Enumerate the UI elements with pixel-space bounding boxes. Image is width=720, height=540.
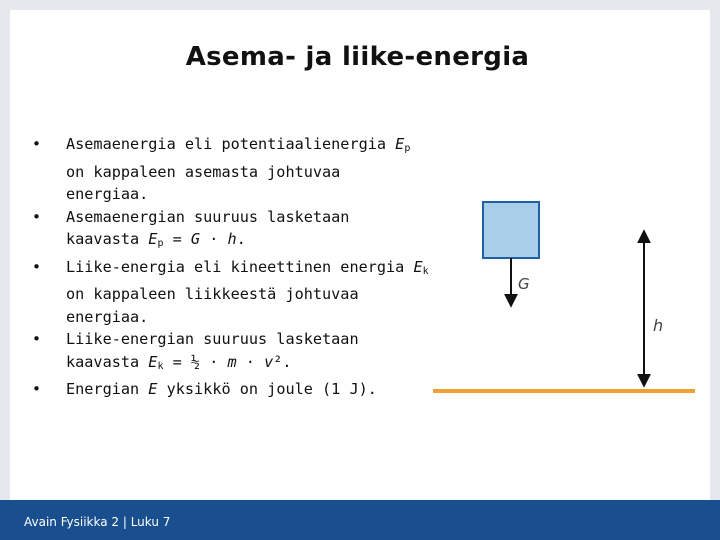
text: .	[236, 230, 246, 248]
superscript-2: ²	[273, 352, 283, 371]
subscript-k: k	[422, 265, 429, 277]
text: = ½ ·	[163, 352, 228, 371]
text: on kappaleen liikkeestä johtuvaa energiaa.	[66, 285, 359, 326]
text: yksikkö on joule (1 J).	[157, 380, 377, 398]
symbol-h: h	[227, 230, 237, 248]
text: =	[163, 230, 191, 248]
text: Liike-energian suuruus lasketaan kaavasta	[66, 330, 359, 371]
text: ·	[200, 230, 228, 248]
subscript-p: p	[157, 238, 164, 249]
symbol-E: E	[395, 135, 405, 153]
symbol-E: E	[148, 380, 158, 398]
symbol-v: v	[264, 352, 274, 371]
text: .	[282, 352, 292, 371]
symbol-m: m	[227, 352, 237, 371]
text: Energian	[66, 380, 149, 398]
footer-bar	[0, 500, 720, 540]
symbol-E: E	[148, 352, 158, 371]
slide-title: Asema- ja liike-energia	[185, 42, 530, 72]
text: Asemaenergian suuruus lasketaan kaavasta	[66, 207, 350, 248]
weight-label: G	[518, 275, 530, 293]
height-label: h	[653, 316, 664, 335]
subscript-p: p	[404, 143, 411, 154]
box-shape	[483, 202, 539, 258]
subscript-k: k	[157, 360, 164, 372]
text: Liike-energia eli kineettinen energia	[66, 257, 414, 276]
symbol-G: G	[190, 230, 201, 248]
text: on kappaleen asemasta johtuvaa energiaa.	[66, 162, 341, 203]
symbol-E: E	[413, 257, 423, 276]
text: ·	[236, 352, 265, 371]
text: Asemaenergia eli potentiaalienergia	[66, 135, 396, 153]
symbol-E: E	[148, 230, 158, 248]
footer-text: Avain Fysiikka 2 | Luku 7	[24, 515, 171, 529]
